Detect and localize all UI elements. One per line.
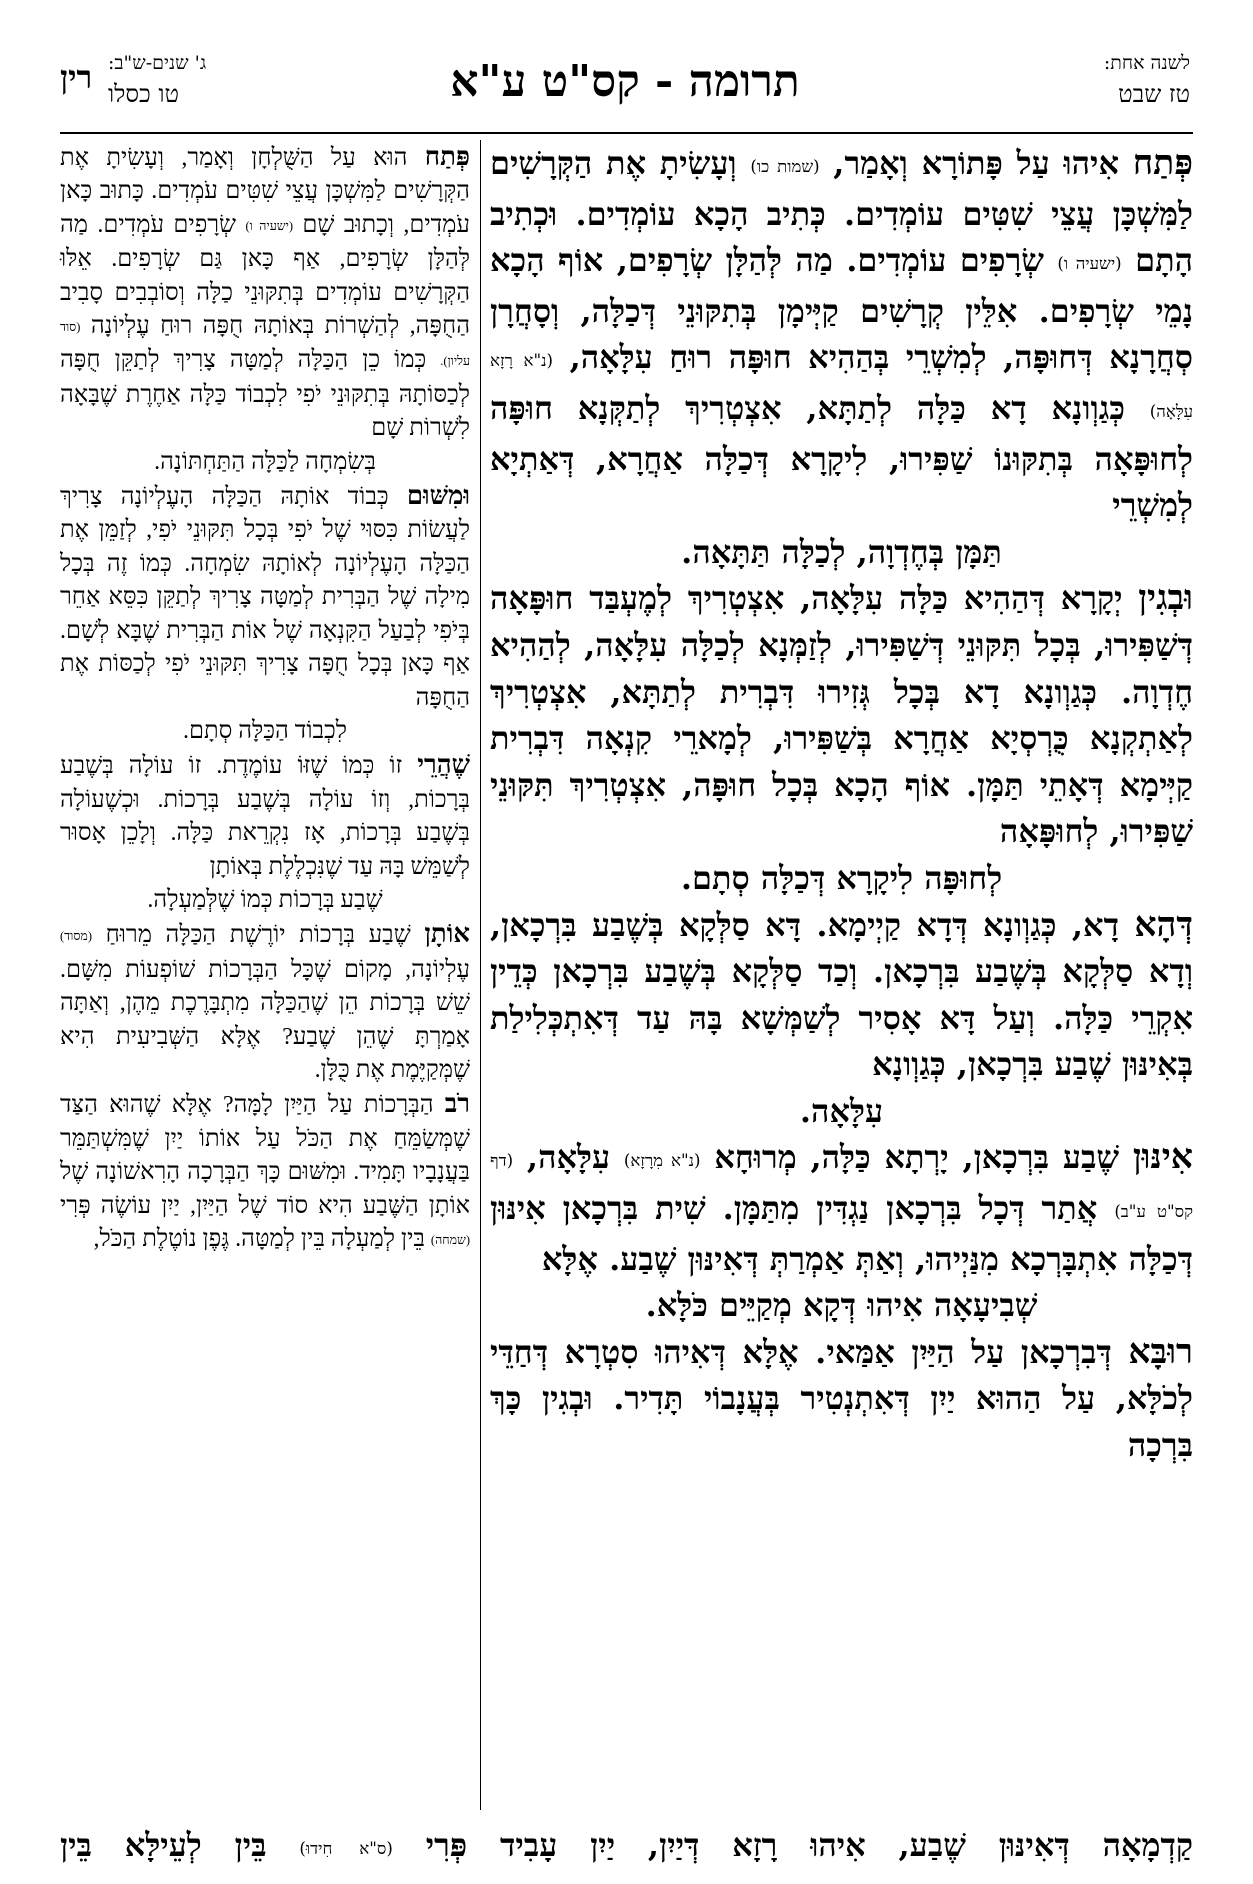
folio-reference: (דף קס"ט ע"ב) bbox=[490, 1151, 1194, 1222]
paragraph-lead-word: אִינּוּן bbox=[1132, 1137, 1193, 1178]
commentary-paragraph bbox=[60, 140, 470, 446]
paragraph-text: זוֹ כְּמוֹ שֶׁזּוֹ עוֹמֶדֶת. זוֹ עוֹלָה בְּשֶׁבַע בְּרָכוֹת, וְזוֹ עוֹלָה בְּשֶׁבַע בְּרָכוֹת. וּכְשֶׁעוֹלָה בְּשֶׁבַע בְּרָכוֹת, אָז נִקְרֵאת כַּלָּה. וְלָכֵן אָסוּר לְשַׁמֵּשׁ בָּהּ עַד שֶׁנִּכְלֶלֶת בְּאוֹתָן bbox=[60, 753, 470, 880]
paragraph-text: עִלָּאָה, bbox=[526, 1138, 611, 1177]
page-header bbox=[60, 52, 1190, 132]
paragraph-text: דָא, כְּגַוְונָא דְּדָא קַיְימָא. דָּא סַלְּקָא בְּשֶׁבַע בִּרְכָאן, וְדָא סַלְּקָא בְּשֶׁבַע בִּרְכָאן. וְכַד סַלְּקָא בְּשֶׁבַע בִּרְכָאן כְּדֵין אִקְרֵי כַּלָּה. וְעַל דָּא אָסִיר לְשַׁמְּשָׁא בָּהּ עַד דְּאִתְכְּלִילַת בְּאִינּוּן שֶׁבַע בִּרְכָאן, כְּגַוְונָא bbox=[490, 905, 1193, 1084]
paragraph-text: בֵּין לְעֵילָּא בֵּין bbox=[60, 1826, 267, 1864]
full-width-last-line bbox=[60, 1822, 1193, 1872]
variant-note: (ס"א חִידוּ) bbox=[299, 1839, 393, 1858]
paragraph-text: בֵּין לְמַעְלָה בֵּין לְמַטָּה. גֶּפֶן נוֹטֶלֶת הַכֹּל, bbox=[93, 1226, 425, 1252]
variant-note: (נ"א רָזָא עִלָּאָה) bbox=[490, 351, 1194, 421]
paragraph-text: וְעָשִׂיתָ אֶת הַקְּרָשִׁים לַמִּשְׁכָּן עֲצֵי שִׁטִּים עוֹמְדִים. כְּתִיב הָכָא עוֹמְדִים. וּכְתִיב הָתָם bbox=[490, 144, 1193, 280]
main-paragraph bbox=[490, 140, 1193, 529]
commentary-paragraph bbox=[60, 1087, 470, 1257]
column-divider bbox=[480, 140, 481, 1810]
commentary-paragraph bbox=[60, 748, 470, 884]
page-title: תרומה - קס"ט ע"א bbox=[450, 56, 800, 107]
page-number: רין bbox=[60, 58, 93, 96]
paragraph-closing-line: שְׁבִיעָאָה אִיהוּ דְּקָא מְקַיֵּים כֹּלָּא. bbox=[645, 1286, 1038, 1325]
three-year-label: ג' שנים-ש"ב: bbox=[108, 52, 207, 74]
paragraph-text: שֶׁבַע בְּרָכוֹת יוֹרֶשֶׁת הַכַּלָּה מֵרוּחַ bbox=[105, 922, 411, 949]
paragraph-text: כְּמוֹ כֵן הַכַּלָּה לְמַטָּה צָרִיךְ לְתַקֵּן חֻפָּה לְכַסּוֹתָהּ בְּתִקּוּנֵי יֹפִי לִכְבוֹד כַּלָּה אַחֶרֶת שֶׁבָּאָה לִשְׁרוֹת שָׁם bbox=[60, 347, 470, 442]
paragraph-text: כְּגַוְונָא דָא כַּלָּה לְתַתָּא, אִצְטְרִיךְ לְתַקְּנָא חוּפָּה לְחוּפָּאָה בְּתִקּוּנוֹ שַׁפִּירוּ, לִיקָרָא דְּכַלָּה אַחֲרָא, דְּאַתְיָא לְמִשְׁרֵי bbox=[490, 388, 1193, 525]
paragraph-closing-line: שֶׁבַע בְּרָכוֹת כְּמוֹ שֶׁלְּמַעְלָה. bbox=[147, 886, 383, 913]
variant-note: (מסוד) bbox=[60, 929, 92, 944]
variant-note: (נ"א מִרָזָא) bbox=[623, 1151, 701, 1171]
paragraph-lead-word: שֶׁהֲרֵי bbox=[417, 750, 470, 780]
paragraph-closing-line: לְחוּפָּה לִיקָרָא דְּכַלָּה סְתָם. bbox=[680, 858, 1003, 897]
three-year-date: טו כסלו bbox=[108, 80, 180, 108]
variant-note: (שמחה) bbox=[430, 1233, 470, 1247]
commentary-paragraph bbox=[60, 479, 470, 715]
paragraph-text: הַבְּרָכוֹת עַל הַיַּיִן לָמָּה? אֶלָּא שֶׁהוּא הַצַּד שֶׁמְּשַׂמֵּחַ אֶת הַכֹּל עַל אוֹתוֹ יַיִן שֶׁמִּשְׁתַּמֵּר בַּעֲנָבָיו תָּמִיד. וּמִשּׁוּם כָּךְ הַבְּרָכָה הָרִאשׁוֹנָה שֶׁל אוֹתָן הַשֶּׁבַע הִיא סוֹד שֶׁל הַיַּיִן, יַיִן עוֹשֶׂה פְּרִי bbox=[60, 1092, 470, 1219]
paragraph-text: קַדְמָאָה דְּאִינּוּן שֶׁבַע, אִיהוּ רָזָא דְּיַיִן, יַיִן עָבִיד פְּרִי bbox=[425, 1826, 1194, 1864]
paragraph-text: הוּא עַל הַשֻּׁלְחָן וְאָמַר, וְעָשִׂיתָ אֶת הַקְּרָשִׁים לַמִּשְׁכָּן עֲצֵי שִׁטִּים עֹמְדִים. כָּתוּב כָּאן עֹמְדִים, וְכָתוּב שָׁם bbox=[60, 145, 470, 238]
header-rule bbox=[60, 132, 1193, 134]
paragraph-text: אִיהוּ עַל פָּתוֹרָא וְאָמַר, bbox=[833, 144, 1119, 182]
paragraph-lead-word: וּמִשּׁוּם bbox=[406, 481, 470, 511]
source-reference: (ישעיה ו) bbox=[1057, 254, 1122, 274]
paragraph-lead-word: וּבְגִין bbox=[1138, 578, 1194, 619]
one-year-date: טז שבט bbox=[1118, 80, 1190, 108]
paragraph-text: שֶׁבַע בִּרְכָאן, יָרְתָא כַּלָּה, מְרוּחָא bbox=[714, 1138, 1120, 1177]
variant-note: (סוד עליון). bbox=[60, 320, 470, 369]
commentary-paragraph bbox=[60, 917, 470, 1087]
paragraph-text: עֶלְיוֹנָה, מָקוֹם שֶׁכָּל הַבְּרָכוֹת שׁוֹפְעוֹת מִשָּׁם. שֵׁשׁ בְּרָכוֹת הֵן שֶׁהַכַּלָּה מִתְבָּרֶכֶת מֵהֶן, וְאַתָּה אָמַרְתָּ שֶׁהֵן שֶׁבַע? אֶלָּא הַשְּׁבִיעִית הִיא שֶׁמְּקַיֶּמֶת אֶת כֻּלָּן. bbox=[60, 956, 470, 1083]
source-reference: (ישעיה ו) bbox=[245, 218, 294, 233]
main-paragraph bbox=[490, 1329, 1193, 1469]
paragraph-lead-word: רוּבָּא bbox=[1128, 1331, 1194, 1372]
paragraph-text: שְׂרָפִים עוֹמְדִים. מַה לְּהַלָּן שְׂרָפִים, אוֹף הָכָא נָמֵי שְׂרָפִים. אִלֵּין קְרָשִׁים קַיְּימָן בְּתִקּוּנֵי דְּכַלָּה, וְסָחֲרָן סְחֲרָנָא דְּחוּפָּה, לְמִשְׁרֵי בְּהַהִיא חוּפָּה רוּחַ עִלָּאָה, bbox=[490, 241, 1193, 377]
one-year-label: לשנה אחת: bbox=[1103, 52, 1190, 74]
paragraph-lead-word: פְּתַח bbox=[1132, 143, 1194, 183]
paragraph-text: דְּבִרְכָאן עַל הַיַּיִן אַמַּאי. אֶלָּא דְּאִיהוּ סִטְרָא דְּחַדֵּי לְכֹלָּא, עַל הַהוּא יַיִן דְּאִתְנְטִיר בְּעֲנָבוֹי תָּדִיר. וּבְגִין כָּךְ בִּרְכָה bbox=[490, 1332, 1193, 1465]
paragraph-text: אֲתַר דְּכָל בִּרְכָאן נַגְדִּין מִתַּמָּן. שִׁית בִּרְכָאן אִינּוּן דְּכַלָּה אִתְבָּרְכָא מִנַּיְיהוּ, וְאַתְּ אַמְרַתְּ דְּאִינּוּן שֶׁבַע. אֶלָּא bbox=[490, 1189, 1193, 1278]
paragraph-lead-word: אוֹתָן bbox=[424, 919, 470, 949]
main-paragraph bbox=[490, 902, 1193, 1088]
main-paragraph bbox=[490, 1134, 1193, 1282]
main-text-column bbox=[490, 140, 1193, 1469]
paragraph-text: שְׂרָפִים עֹמְדִים. מַה לְּהַלָּן שְׂרָפִים, אַף כָּאן גַּם שְׂרָפִים. אֵלּוּ הַקְּרָשִׁים עוֹמְדִים בְּתִקּוּנֵי כַלָּה וְסוֹבְבִים סָבִיב הַחֻפָּה, לְהַשְׁרוֹת בְּאוֹתָהּ חֻפָּה רוּחַ עֶלְיוֹנָה bbox=[60, 211, 471, 340]
main-paragraph bbox=[490, 575, 1193, 855]
paragraph-lead-word: רֹב bbox=[444, 1089, 471, 1119]
paragraph-text: כְּבוֹד אוֹתָהּ הַכַּלָּה הָעֶלְיוֹנָה צָרִיךְ לַעֲשׂוֹת כִּסּוּי שֶׁל יֹפִי בְּכָל תִּקּוּנֵי יֹפִי, לְזַמֵּן אֶת הַכַּלָּה הָעֶלְיוֹנָה לְאוֹתָהּ שִׂמְחָה. כְּמוֹ זֶה בְּכָל מִילָה שֶׁל הַבְּרִית לְמַטָּה צָרִיךְ לְתַקֵּן כִּסֵּא אַחֵר בְּיֹפִי לְבַעַל הַקִּנְאָה שֶׁל אוֹת הַבְּרִית שֶׁבָּא לְשָׁם. אַף כָּאן בְּכָל חֻפָּה צָרִיךְ תִּקּוּנֵי יֹפִי לְכַסּוֹת אֶת הַחֻפָּה bbox=[60, 484, 470, 711]
paragraph-closing-line: בְּשִׂמְחָה לַכַּלָּה הַתַּחְתּוֹנָה. bbox=[154, 448, 376, 475]
commentary-column bbox=[60, 140, 470, 1257]
paragraph-text: יְקָרָא דְּהַהִיא כַּלָּה עִלָּאָה, אִצְטְרִיךְ לְמֶעְבַּד חוּפָּאָה דְּשַׁפִּירוּ, בְּכָל תִּקּוּנֵי דְּשַׁפִּירוּ, לְזַמְּנָא לְכַלָּה עִלָּאָה, לְהַהִיא חֶדְוָה. כְּגַוְונָא דָא בְּכָל גְּזִירוּ דִּבְרִית לְתַתָּא, אִצְטְרִיךְ לְאַתְקְנָא כֻּרְסְיָא אַחֲרָא בְּשַׁפִּירוּ, לְמָארֵי קִנְאָה דִּבְרִית קַיְּימָא דְּאָתֵי תַּמָּן. אוֹף הָכָא בְּכָל חוּפָּה, אִצְטְרִיךְ תִּקּוּנֵי שַׁפִּירוּ, לְחוּפָּאָה bbox=[490, 579, 1193, 851]
source-reference: (שמות כו) bbox=[750, 157, 820, 176]
paragraph-lead-word: פְּתַח bbox=[424, 142, 470, 171]
paragraph-lead-word: דְּהָא bbox=[1134, 904, 1194, 945]
paragraph-closing-line: תַּמָּן בְּחֶדְוָה, לְכַלָּה תַּתָּאָה. bbox=[681, 532, 1002, 571]
paragraph-closing-line: לִכְבוֹד הַכַּלָּה סְתָם. bbox=[182, 717, 348, 744]
paragraph-closing-line: עִלָּאָה. bbox=[799, 1091, 884, 1130]
